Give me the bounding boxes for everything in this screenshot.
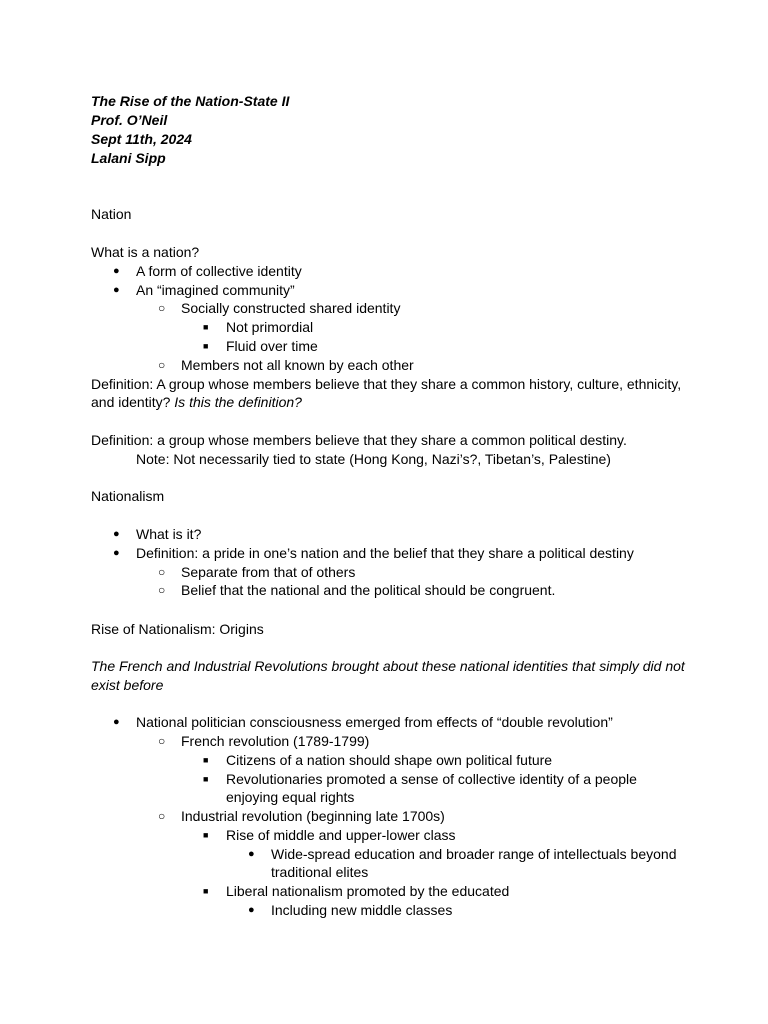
note-text: Note: Not necessarily tied to state (Hong Kong, Nazi’s?, Tibetan’s, Palestine) xyxy=(136,451,611,467)
circle-bullet-icon: ○ xyxy=(158,301,166,315)
square-bullet-icon: ■ xyxy=(203,755,209,765)
list-item: Wide-spread education and broader range of intellectuals beyond xyxy=(271,846,677,862)
list-item: Rise of middle and upper-lower class xyxy=(226,827,456,843)
list-item: Liberal nationalism promoted by the educated xyxy=(226,883,510,899)
document-date: Sept 11th, 2024 xyxy=(91,131,192,147)
intro-text: The French and Industrial Revolutions brought about these national identities that simply did not xyxy=(91,658,685,674)
section-heading-nationalism: Nationalism xyxy=(91,488,165,504)
list-item: Members not all known by each other xyxy=(181,357,414,373)
definition-text-continued xyxy=(91,393,302,411)
definition-text-plain: and identity? xyxy=(91,394,175,410)
definition-text: Definition: a group whose members believe that they share a common political destiny. xyxy=(91,432,627,448)
list-item: Including new middle classes xyxy=(271,902,453,918)
section-heading-nation: Nation xyxy=(91,206,132,222)
circle-bullet-icon: ○ xyxy=(158,358,166,372)
list-item: French revolution (1789-1799) xyxy=(181,733,370,749)
list-item: Revolutionaries promoted a sense of collective identity of a people xyxy=(226,771,637,787)
bullet-icon: ● xyxy=(113,284,120,296)
list-item: A form of collective identity xyxy=(136,263,302,279)
document-title: The Rise of the Nation-State II xyxy=(91,93,290,109)
square-bullet-icon: ■ xyxy=(203,322,209,332)
section-heading-origins: Rise of Nationalism: Origins xyxy=(91,621,264,637)
list-item: Belief that the national and the political should be congruent. xyxy=(181,582,556,598)
bullet-icon: ● xyxy=(248,848,255,860)
intro-text-continued: exist before xyxy=(91,677,164,693)
square-bullet-icon: ■ xyxy=(203,774,209,784)
square-bullet-icon: ■ xyxy=(203,830,209,840)
list-item-continued: traditional elites xyxy=(271,864,369,880)
bullet-icon: ● xyxy=(248,904,255,916)
square-bullet-icon: ■ xyxy=(203,886,209,896)
circle-bullet-icon: ○ xyxy=(158,565,166,579)
list-item: Industrial revolution (beginning late 1700s) xyxy=(181,808,445,824)
definition-text: Definition: A group whose members believe that they share a common history, culture, ethnicity, xyxy=(91,376,682,392)
nation-question: What is a nation? xyxy=(91,244,200,260)
bullet-icon: ● xyxy=(113,528,120,540)
bullet-icon: ● xyxy=(113,265,120,277)
list-item: Socially constructed shared identity xyxy=(181,300,401,316)
list-item: Citizens of a nation should shape own political future xyxy=(226,752,553,768)
list-item: What is it? xyxy=(136,526,202,542)
list-item: Separate from that of others xyxy=(181,564,356,580)
list-item: An “imagined community” xyxy=(136,282,295,298)
circle-bullet-icon: ○ xyxy=(158,734,166,748)
bullet-icon: ● xyxy=(113,716,120,728)
list-item-continued: enjoying equal rights xyxy=(226,789,355,805)
professor-name: Prof. O’Neil xyxy=(91,112,168,128)
square-bullet-icon: ■ xyxy=(203,341,209,351)
list-item: Fluid over time xyxy=(226,338,318,354)
bullet-icon: ● xyxy=(113,547,120,559)
definition-question: Is this the definition? xyxy=(174,394,302,410)
list-item: National politician consciousness emerged from effects of “double revolution” xyxy=(136,714,613,730)
circle-bullet-icon: ○ xyxy=(158,809,166,823)
circle-bullet-icon: ○ xyxy=(158,583,166,597)
list-item: Not primordial xyxy=(226,319,314,335)
author-name: Lalani Sipp xyxy=(91,150,166,166)
list-item: Definition: a pride in one’s nation and the belief that they share a political destiny xyxy=(136,545,634,561)
